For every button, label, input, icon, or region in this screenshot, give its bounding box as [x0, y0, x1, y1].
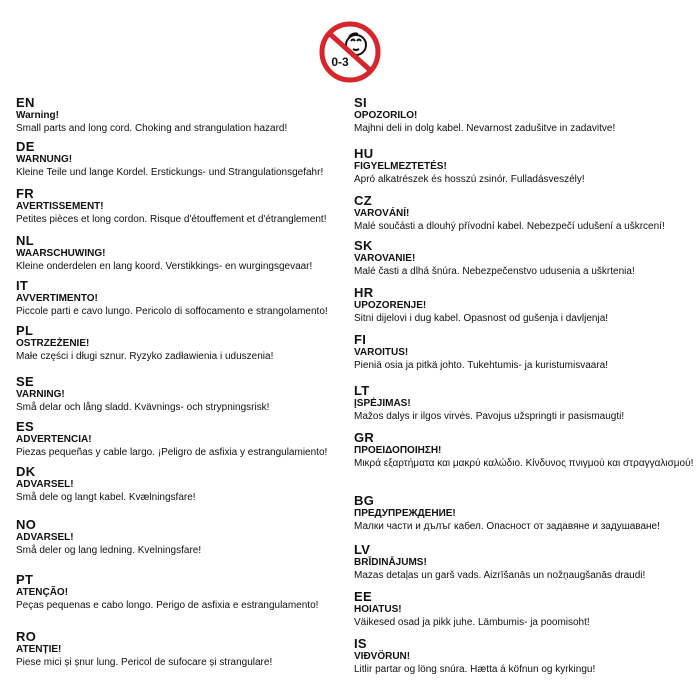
- warning-entry-sk: [354, 239, 694, 278]
- warning-text: Kleine onderdelen en lang koord. Verstikkings- en wurgingsgevaar!: [16, 261, 313, 272]
- language-code: PL: [16, 323, 34, 338]
- warning-entry-fr: [16, 187, 356, 226]
- warning-heading: ADVARSEL!: [16, 532, 74, 543]
- language-code: EE: [354, 589, 372, 604]
- language-code: CZ: [354, 193, 372, 208]
- language-code: HR: [354, 285, 374, 300]
- warning-entry-hu: [354, 147, 694, 186]
- warning-text: Μικρά εξαρτήματα και μακρύ καλώδιο. Κίνδυνος πνιγμού και στραγγαλισμού!: [354, 458, 694, 469]
- language-code: BG: [354, 493, 375, 508]
- warning-entry-it: [16, 279, 356, 318]
- warning-heading: AVERTISSEMENT!: [16, 201, 104, 212]
- warning-text: Kleine Teile und lange Kordel. Erstickungs- und Strangulationsgefahr!: [16, 167, 324, 178]
- warning-heading: HOIATUS!: [354, 604, 402, 615]
- warning-text: Sitni dijelovi i dug kabel. Opasnost od gušenja i davljenja!: [354, 313, 609, 324]
- language-code: IT: [16, 278, 29, 293]
- language-code: EN: [16, 95, 35, 110]
- warning-entry-hr: [354, 286, 694, 325]
- warning-entry-lt: [354, 384, 694, 423]
- warning-entry-dk: [16, 465, 356, 504]
- warning-heading: ПРЕДУПРЕЖДЕНИЕ!: [354, 508, 456, 519]
- warning-text: Piezas pequeñas y cable largo. ¡Peligro de asfixia y estrangulamiento!: [16, 447, 328, 458]
- warning-entry-fi: [354, 333, 694, 372]
- warning-heading: FIGYELMEZTETÉS!: [354, 161, 447, 172]
- language-code: GR: [354, 430, 375, 445]
- warning-entry-pl: [16, 324, 356, 363]
- language-code: FI: [354, 332, 367, 347]
- age-label: 0-3: [331, 55, 349, 69]
- language-code: SI: [354, 95, 367, 110]
- warning-heading: VARNING!: [16, 389, 65, 400]
- language-code: DE: [16, 139, 35, 154]
- warning-text: Litlir partar og löng snúra. Hætta á köfnun og kyrkingu!: [354, 664, 596, 675]
- language-code: IS: [354, 636, 367, 651]
- warning-heading: ADVARSEL!: [16, 479, 74, 490]
- warning-entry-nl: [16, 234, 356, 273]
- warning-text: Malé časti a dlhá šnúra. Nebezpečenstvo udusenia a uškrtenia!: [354, 266, 635, 277]
- language-code: HU: [354, 146, 374, 161]
- warning-heading: OPOZORILO!: [354, 110, 418, 121]
- warning-heading: OSTRZEŻENIE!: [16, 338, 90, 349]
- warning-heading: WAARSCHUWING!: [16, 248, 106, 259]
- warning-heading: ĮSPĖJIMAS!: [354, 398, 411, 409]
- language-code: DK: [16, 464, 36, 479]
- warning-entry-lv: [354, 543, 694, 582]
- warning-heading: VAROVANIE!: [354, 253, 416, 264]
- warning-text: Mazas detaļas un garš vads. Aizrīšanās un nožņaugšanās draudi!: [354, 570, 646, 581]
- warning-text: Peças pequenas e cabo longo. Perigo de asfixia e estrangulamento!: [16, 600, 319, 611]
- language-code: ES: [16, 419, 34, 434]
- warning-entry-no: [16, 518, 356, 557]
- warning-heading: VIÐVÖRUN!: [354, 651, 411, 662]
- warning-text: Majhni deli in dolg kabel. Nevarnost zadušitve in zadavitve!: [354, 123, 616, 134]
- warning-text: Väikesed osad ja pikk juhe. Lämbumis- ja poomisoht!: [354, 617, 590, 628]
- warning-text: Pieniä osia ja pitkä johto. Tukehtumis- ja kuristumisvaara!: [354, 360, 609, 371]
- warning-text: Małe części i długi sznur. Ryzyko zadławienia i uduszenia!: [16, 351, 274, 362]
- language-code: FR: [16, 186, 34, 201]
- warning-heading: VAROITUS!: [354, 347, 409, 358]
- warning-text: Petites pièces et long cordon. Risque d'étouffement et d'étranglement!: [16, 214, 327, 225]
- warning-heading: VAROVÁNÍ!: [354, 208, 410, 219]
- warning-text: Piccole parti e cavo lungo. Pericolo di soffocamento e strangolamento!: [16, 306, 328, 317]
- warning-heading: UPOZORENJE!: [354, 300, 427, 311]
- warning-entry-de: [16, 140, 356, 179]
- language-code: SE: [16, 374, 34, 389]
- warning-entry-en: [16, 96, 356, 135]
- language-code: PT: [16, 572, 34, 587]
- warning-heading: AVVERTIMENTO!: [16, 293, 98, 304]
- warning-text: Små delar och lång sladd. Kvävnings- och strypningsrisk!: [16, 402, 270, 413]
- warning-heading: BRĪDINĀJUMS!: [354, 557, 427, 568]
- language-code: NL: [16, 233, 34, 248]
- warning-entry-cz: [354, 194, 694, 233]
- warning-text: Mažos dalys ir ilgos virvės. Pavojus užspringti ir pasismaugti!: [354, 411, 625, 422]
- warning-entry-gr: [354, 431, 694, 470]
- warning-text: Apró alkatrészek és hosszú zsinór. Fulladásveszély!: [354, 174, 585, 185]
- warning-heading: ATENȚIE!: [16, 644, 62, 655]
- warning-entry-es: [16, 420, 356, 459]
- warning-entry-ee: [354, 590, 694, 629]
- language-code: SK: [354, 238, 373, 253]
- warning-text: Malé součásti a dlouhý přívodní kabel. Nebezpečí udušení a uškrcení!: [354, 221, 665, 232]
- warning-entry-ro: [16, 630, 356, 669]
- language-code: LV: [354, 542, 371, 557]
- language-code: NO: [16, 517, 37, 532]
- warning-entry-bg: [354, 494, 694, 533]
- warning-heading: ADVERTENCIA!: [16, 434, 92, 445]
- warning-heading: Warning!: [16, 110, 59, 121]
- language-code: LT: [354, 383, 370, 398]
- warning-text: Small parts and long cord. Choking and strangulation hazard!: [16, 123, 288, 134]
- warning-entry-pt: [16, 573, 356, 612]
- warning-heading: WARNUNG!: [16, 154, 73, 165]
- warning-heading: ΠΡΟΕΙΔΟΠΟΙΗΣΗ!: [354, 445, 442, 456]
- warning-text: Små dele og langt kabel. Kvælningsfare!: [16, 492, 196, 503]
- age-warning-icon: [318, 20, 382, 84]
- warning-text: Piese mici și șnur lung. Pericol de sufocare și strangulare!: [16, 657, 273, 668]
- warning-heading: ATENÇÃO!: [16, 587, 69, 598]
- language-code: RO: [16, 629, 37, 644]
- warning-text: Малки части и дълъг кабел. Опасност от задавяне и задушаване!: [354, 521, 660, 532]
- warning-text: Små deler og lang ledning. Kvelningsfare!: [16, 545, 202, 556]
- warning-entry-se: [16, 375, 356, 414]
- warning-entry-si: [354, 96, 694, 135]
- warning-entry-is: [354, 637, 694, 676]
